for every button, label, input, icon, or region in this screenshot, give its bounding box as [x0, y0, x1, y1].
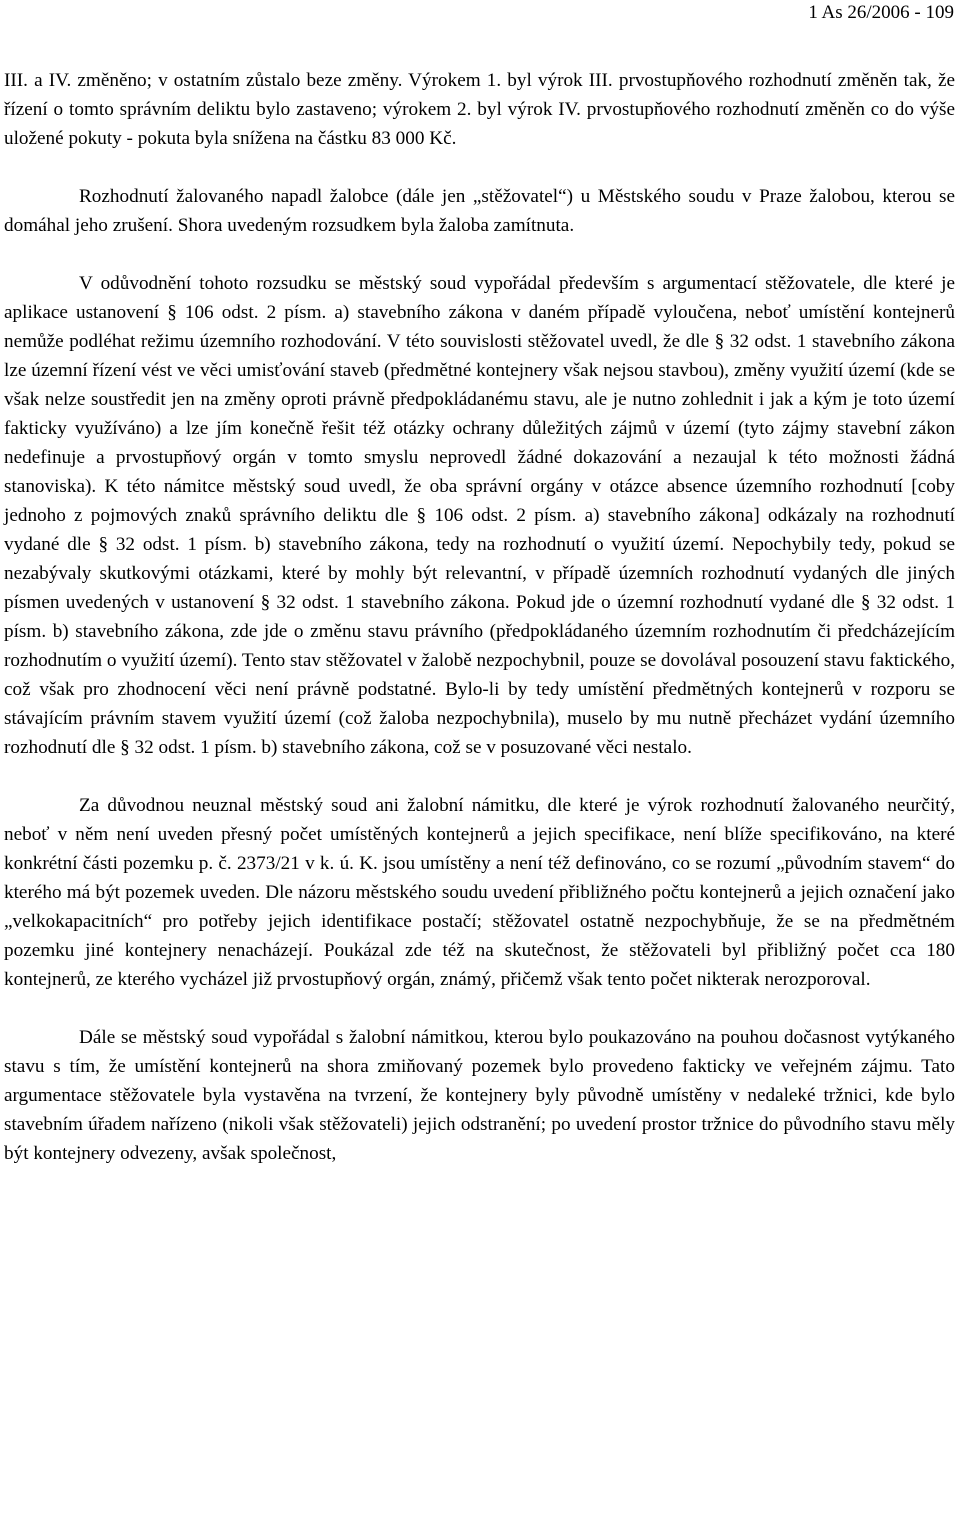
document-body	[4, 66, 955, 1168]
paragraph-lawsuit: Rozhodnutí žalovaného napadl žalobce (dále jen „stěžovatel“) u Městského soudu v Praze žalobou, kterou se domáhal jeho zrušení. Shora uvedeným rozsudkem byla žaloba zamítnuta.	[4, 186, 955, 236]
paragraph-temporariness-objection: Dále se městský soud vypořádal s žalobní námitkou, kterou bylo poukazováno na pouhou dočasnost vytýkaného stavu s tím, že umístění kontejnerů na shora zmiňovaný pozemek bylo provedeno fakticky ve veřejném zájmu. Tato argumentace stěžovatele byla vystavěna na tvrzení, že kontejnery byly původně umístěny v nedaleké tržnici, kde bylo stavebním úřadem nařízeno (nikoli však stěžovateli) jejich odstranění; po uvedení prostor tržnice do původního stavu měly být kontejnery odvezeny, avšak společnost,	[4, 1027, 955, 1164]
paragraph-continuation: III. a IV. změněno; v ostatním zůstalo beze změny. Výrokem 1. byl výrok III. prvostupňového rozhodnutí změněn tak, že řízení o tomto správním deliktu bylo zastaveno; výrokem 2. byl výrok IV. prvostupňového rozhodnutí změněn co do výše uložené pokuty - pokuta byla snížena na částku 83 000 Kč.	[4, 70, 955, 149]
paragraph-reasoning: V odůvodnění tohoto rozsudku se městský soud vypořádal především s argumentací stěžovatele, dle které je aplikace ustanovení § 106 odst. 2 písm. a) stavebního zákona v daném případě vyloučena, neboť umístění kontejnerů nemůže podléhat režimu územního rozhodování. V této souvislosti stěžovatel uvedl, že dle § 32 odst. 1 stavebního zákona lze územní řízení vést ve věci umisťování staveb (předmětné kontejnery však nejsou stavbou), změny využití území (kde se však nelze soustředit jen na změny oproti právně předpokládanému stavu, ale je nutno zohlednit i jak a kým je toto území fakticky využíváno) a lze jím konečně řešit též otázky ochrany důležitých zájmů v území (tyto zájmy stavební zákon nedefinuje a prvostupňový orgán v tomto smyslu neprovedl žádné dokazování a nezaujal k této možnosti žádná stanoviska). K této námitce městský soud uvedl, že oba správní orgány v otázce absence územního rozhodnutí [coby jednoho z pojmových znaků správního deliktu dle § 106 odst. 2 písm. a) stavebního zákona] odkázaly na rozhodnutí vydané dle § 32 odst. 1 písm. b) stavebního zákona, tedy na rozhodnutí o využití území. Nepochybily tedy, pokud se nezabývaly skutkovými otázkami, které by mohly být relevantní, v případě územních rozhodnutí vydaných dle jiných písmen uvedených v ustanovení § 32 odst. 1 stavebního zákona. Pokud jde o územní rozhodnutí vydané dle § 32 odst. 1 písm. b) stavebního zákona, zde jde o změnu stavu právního (předpokládaného územním rozhodnutím či předcházejícím rozhodnutím o využití území). Tento stav stěžovatel v žalobě nezpochybnil, pouze se dovolával posouzení stavu faktického, což však pro zhodnocení věci není právně podstatné. Bylo-li by tedy umístění předmětných kontejnerů v rozporu se stávajícím právním stavem využití území (což žaloba nezpochybnila), muselo by mu nutně přecházet vydání územního rozhodnutí dle § 32 odst. 1 písm. b) stavebního zákona, což se v posuzované věci nestalo.	[4, 273, 956, 758]
paragraph-indeterminacy-objection: Za důvodnou neuznal městský soud ani žalobní námitku, dle které je výrok rozhodnutí žalovaného neurčitý, neboť v něm není uveden přesný počet umístěných kontejnerů a jejich specifikace, není blíže specifikováno, na které konkrétní části pozemku p. č. 2373/21 v k. ú. K. jsou umístěny a není též definováno, co se rozumí „původním stavem“ do kterého má být pozemek uveden. Dle názoru městského soudu uvedení přibližného počtu kontejnerů a jejich označení jako „velkokapacitních“ pro potřeby jejich identifikace postačí; stěžovatel ostatně nezpochybňuje, že se na předmětném pozemku jiné kontejnery nenacházejí. Poukázal zde též na skutečnost, že stěžovateli byl přibližný počet cca 180 kontejnerů, ze kterého vycházel již prvostupňový orgán, známý, přičemž však tento počet nikterak nerozporoval.	[4, 795, 955, 990]
page-header-case-number: 1 As 26/2006 - 109	[808, 2, 954, 23]
